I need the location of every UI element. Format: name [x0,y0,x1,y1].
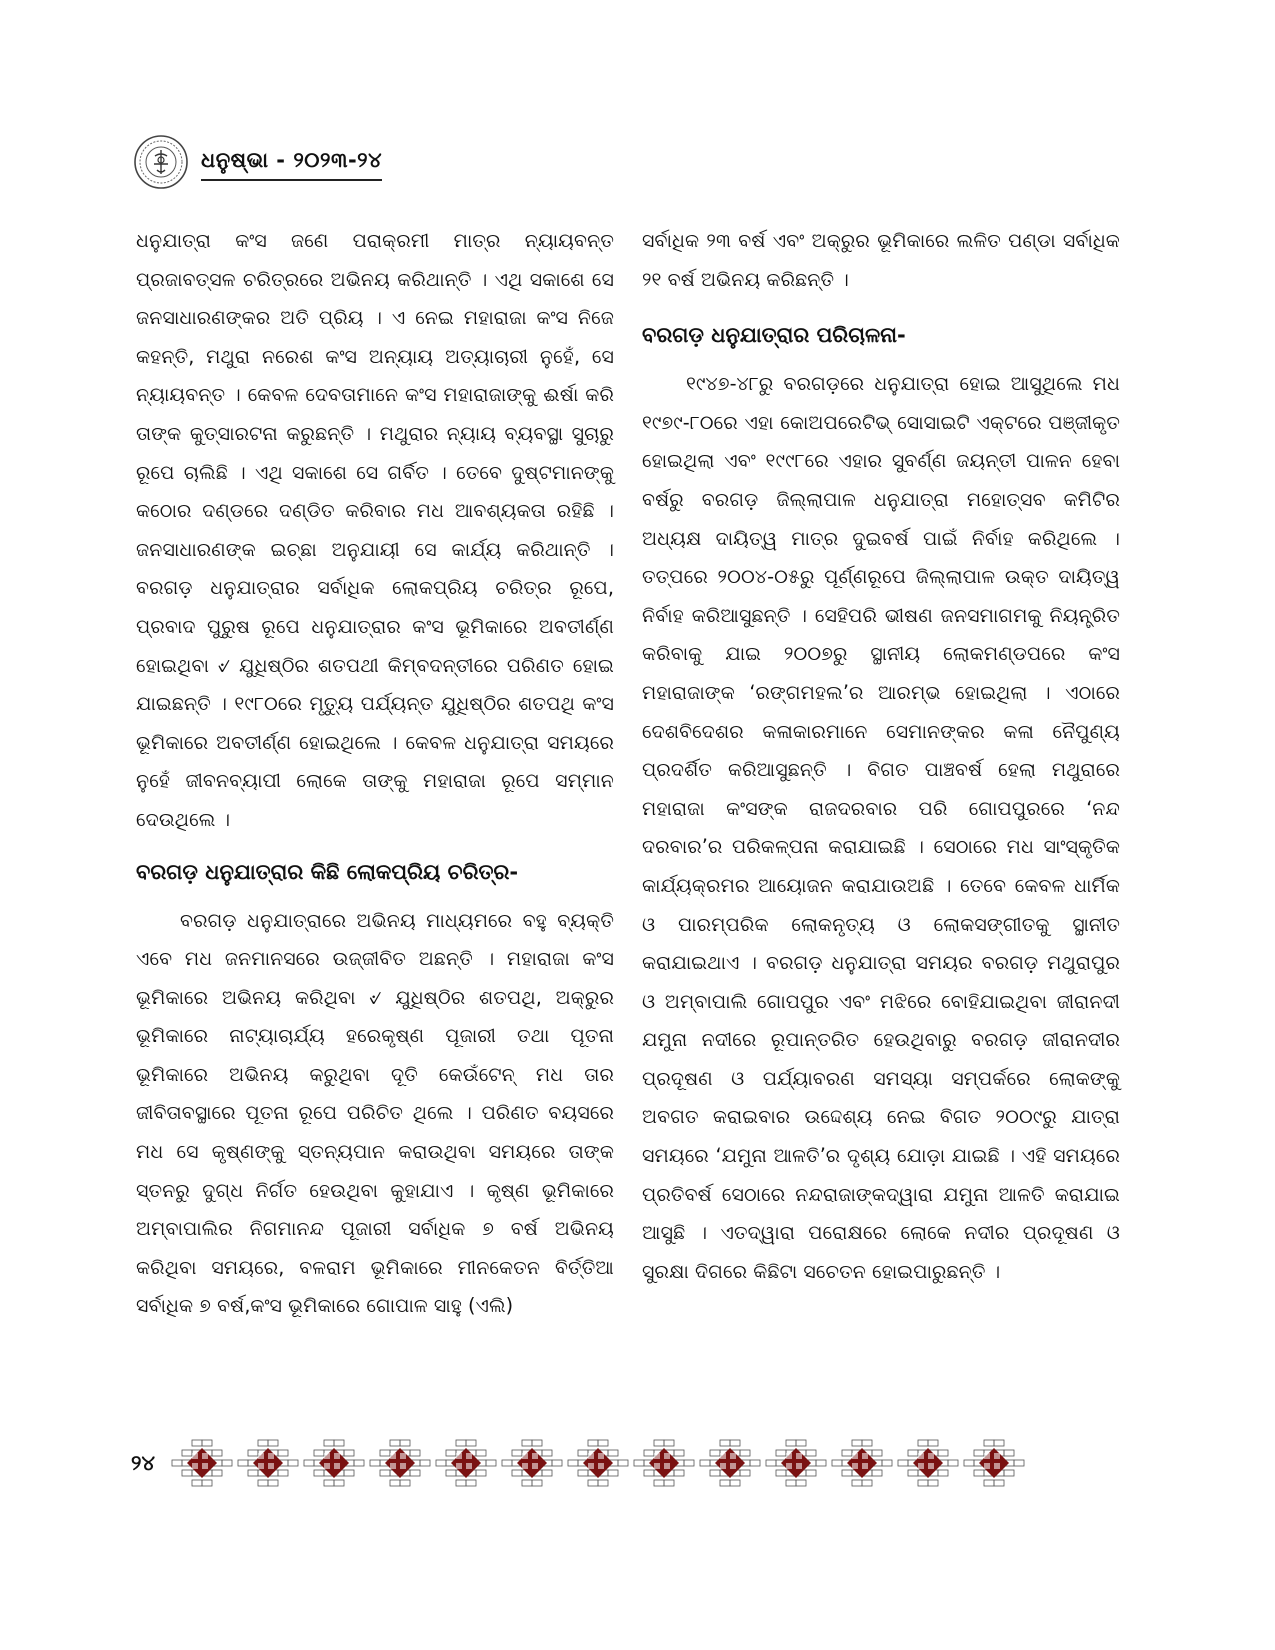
left-paragraph-1: ଧନୁଯାତ୍ରା କଂସ ଜଣେ ପରାକ୍ରମୀ ମାତ୍ର ନ୍ୟାୟବନ୍ତ ପ୍ରଜାବତ୍ସଳ ଚରିତ୍ରରେ ଅଭିନୟ କରିଥାନ୍ତି । ଏଥି ସକାଶେ ସେ ଜନସାଧାରଣଙ୍କର ଅତି ପ୍ରିୟ । ଏ ନେଇ ମହାରାଜା କଂସ ନିଜେ କହନ୍ତି, ମଥୁରା ନରେଶ କଂସ ଅନ୍ୟାୟ ଅତ୍ୟାଚାରୀ ନୁହେଁ, ସେ ନ୍ୟାୟବନ୍ତ । କେବଳ ଦେବତାମାନେ କଂସ ମହାରାଜାଙ୍କୁ ଈର୍ଷା କରି ତାଙ୍କ କୁତ୍ସାରଟନା କରୁଛନ୍ତି । ମଥୁରାର ନ୍ୟାୟ ବ୍ୟବସ୍ଥା ସୁଚାରୁ ରୂପେ ଚାଲିଛି । ଏଥି ସକାଶେ ସେ ଗର୍ବିତ । ତେବେ ଦୁଷ୍ଟମାନଙ୍କୁ କଠୋର ଦଣ୍ଡରେ ଦଣ୍ଡିତ କରିବାର ମଧ ଆବଶ୍ୟକତା ରହିଛି । ଜନସାଧାରଣଙ୍କ ଇଚ୍ଛା ଅନୁଯାୟୀ ସେ କାର୍ଯ୍ୟ କରିଥାନ୍ତି । ବରଗଡ଼ ଧନୁଯାତ୍ରାର ସର୍ବାଧିକ ଲୋକପ୍ରିୟ ଚରିତ୍ର ରୂପେ, ପ୍ରବାଦ ପୁରୁଷ ରୂପେ ଧନୁଯାତ୍ରାର କଂସ ଭୂମିକାରେ ଅବତୀର୍ଣ୍ଣ ହୋଇଥିବା ୰ ଯୁଧିଷ୍ଠିର ଶତପଥୀ କିମ୍ବଦନ୍ତୀରେ ପରିଣତ ହୋଇ ଯାଇଛନ୍ତି । ୧୯୮୦ରେ ମୃତ୍ୟୁ ପର୍ଯ୍ୟନ୍ତ ଯୁଧିଷ୍ଠିର ଶତପଥି କଂସ ଭୂମିକାରେ ଅବତୀର୍ଣ୍ଣ ହୋଇଥିଲେ । କେବଳ ଧନୁଯାତ୍ରା ସମୟରେ ନୁହେଁ ଜୀବନବ୍ୟାପୀ ଲୋକେ ତାଙ୍କୁ ମହାରାଜା ରୂପେ ସମ୍ମାନ ଦେଉଥିଲେ । [136,229,614,831]
cross-ornament-icon [763,1438,829,1488]
right-paragraph-1: ସର୍ବାଧିକ ୨୩ ବର୍ଷ ଏବଂ ଅକ୍ରୁର ଭୂମିକାରେ ଲଳିତ ପଣ୍ଡା ସର୍ବାଧିକ ୨୧ ବର୍ଷ ଅଭିନୟ କରିଛନ୍ତି । [642,229,1120,291]
section-heading-popular-characters: ବରଗଡ଼ ଧନୁଯାତ୍ରାର କିଛି ଲୋକପ୍ରିୟ ଚରିତ୍ର- [136,859,519,884]
page-number: ୨୪ [131,1450,155,1475]
cross-ornament-icon [301,1438,367,1488]
cross-ornament-icon [565,1438,631,1488]
page-footer [131,1438,1027,1488]
cross-ornament-icon [829,1438,895,1488]
cross-ornament-icon [367,1438,433,1488]
cross-ornament-icon [499,1438,565,1488]
left-paragraph-2: ବରଗଡ଼ ଧନୁଯାତ୍ରାରେ ଅଭିନୟ ମାଧ୍ୟମରେ ବହୁ ବ୍ୟକ୍ତି ଏବେ ମଧ ଜନମାନସରେ ଉଜ୍ଜୀବିତ ଅଛନ୍ତି । ମହାରାଜା କଂସ ଭୂମିକାରେ ଅଭିନୟ କରିଥିବା ୰ ଯୁଧିଷ୍ଠିର ଶତପଥି, ଅକ୍ରୁର ଭୂମିକାରେ ନାଟ୍ୟାଚାର୍ଯ୍ୟ ହରେକୃଷ୍ଣ ପୂଜାରୀ ତଥା ପୂତନା ଭୂମିକାରେ ଅଭିନୟ କରୁଥିବା ଦୂତି କେଉଁଟେନ୍ ମଧ ତାର ଜୀବିତାବସ୍ଥାରେ ପୂତନା ରୂପେ ପରିଚିତ ଥିଲେ । ପରିଣତ ବୟସରେ ମଧ ସେ କୃଷ୍ଣଙ୍କୁ ସ୍ତନ୍ୟପାନ କରାଉଥିବା ସମୟରେ ତାଙ୍କ ସ୍ତନରୁ ଦୁଗ୍ଧ ନିର୍ଗତ ହେଉଥିବା କୁହାଯାଏ । କୃଷ୍ଣ ଭୂମିକାରେ ଅମ୍ବାପାଲିର ନିଗମାନନ୍ଦ ପୂଜାରୀ ସର୍ବାଧିକ ୭ ବର୍ଷ ଅଭିନୟ କରିଥିବା ସମୟରେ, ବଳରାମ ଭୂମିକାରେ ମୀନକେତନ ବିର୍ତ୍ତିଆ ସର୍ବାଧିକ ୭ ବର୍ଷ,କଂସ ଭୂମିକାରେ ଗୋପାଳ ସାହୁ (ଏଲି) [136,908,614,1318]
cross-ornament-icon [631,1438,697,1488]
right-paragraph-2: ୧୯୪୭-୪୮ରୁ ବରଗଡ଼ରେ ଧନୁଯାତ୍ରା ହୋଇ ଆସୁଥିଲେ ମଧ ୧୯୭୯-୮୦ରେ ଏହା କୋଅପରେଟିଭ୍ ସୋସାଇଟି ଏକ୍ଟରେ ପଞ୍ଜୀକୃତ ହୋଇଥିଲା ଏବଂ ୧୯୯୮ରେ ଏହାର ସୁବର୍ଣ୍ଣ ଜୟନ୍ତୀ ପାଳନ ହେବା ବର୍ଷରୁ ବରଗଡ଼ ଜିଲ୍ଲାପାଳ ଧନୁଯାତ୍ରା ମହୋତ୍ସବ କମିଟିର ଅଧ୍ୟକ୍ଷ ଦାୟିତ୍ୱ ମାତ୍ର ଦୁଇବର୍ଷ ପାଇଁ ନିର୍ବାହ କରିଥିଲେ । ତତ୍ପରେ ୨୦୦୪-୦୫ରୁ ପୂର୍ଣ୍ଣରୂପେ ଜିଲ୍ଲାପାଳ ଉକ୍ତ ଦାୟିତ୍ୱ ନିର୍ବାହ କରିଆସୁଛନ୍ତି । ସେହିପରି ଭୀଷଣ ଜନସମାଗମକୁ ନିୟନ୍ତ୍ରିତ କରିବାକୁ ଯାଇ ୨୦୦୭ରୁ ସ୍ଥାନୀୟ ଲୋକମଣ୍ଡପରେ କଂସ ମହାରାଜାଙ୍କ ‘ରଙ୍ଗମହଲ’ର ଆରମ୍ଭ ହୋଇଥିଲା । ଏଠାରେ ଦେଶବିଦେଶର କଳାକାରମାନେ ସେମାନଙ୍କର କଳା ନୈପୁଣ୍ୟ ପ୍ରଦର୍ଶିତ କରିଆସୁଛନ୍ତି । ବିଗତ ପାଞ୍ଚବର୍ଷ ହେଲା ମଥୁରାରେ ମହାରାଜା କଂସଙ୍କ ରାଜଦରବାର ପରି ଗୋପପୁରରେ ‘ନନ୍ଦ ଦରବାର’ର ପରିକଳ୍ପନା କରାଯାଇଛି । ସେଠାରେ ମଧ ସାଂସ୍କୃତିକ କାର୍ଯ୍ୟକ୍ରମର ଆୟୋଜନ କରାଯାଉଅଛି । ତେବେ କେବଳ ଧାର୍ମିକ ଓ ପାରମ୍ପରିକ ଲୋକନୃତ୍ୟ ଓ ଲୋକସଙ୍ଗୀତକୁ ସ୍ଥାନୀତ କରାଯାଇଥାଏ । ବରଗଡ଼ ଧନୁଯାତ୍ରା ସମୟର ବରଗଡ଼ ମଥୁରାପୁର ଓ ଅମ୍ବାପାଲି ଗୋପପୁର ଏବଂ ମଝିରେ ବୋହିଯାଇଥିବା ଜୀରାନଦୀ ଯମୁନା ନଦୀରେ ରୂପାନ୍ତରିତ ହେଉଥିବାରୁ ବରଗଡ଼ ଜୀରାନଦୀର ପ୍ରଦୂଷଣ ଓ ପର୍ଯ୍ୟାବରଣ ସମସ୍ୟା ସମ୍ପର୍କରେ ଲୋକଙ୍କୁ ଅବଗତ କରାଇବାର ଉଦ୍ଦେଶ୍ୟ ନେଇ ବିଗତ ୨୦୦୯ରୁ ଯାତ୍ରା ସମୟରେ ‘ଯମୁନା ଆଳତି’ର ଦୃଶ୍ୟ ଯୋଡ଼ା ଯାଇଛି । ଏହି ସମୟରେ ପ୍ରତିବର୍ଷ ସେଠାରେ ନନ୍ଦରାଜାଙ୍କଦ୍ୱାରା ଯମୁନା ଆଳତି କରାଯାଇ ଆସୁଛି । ଏତଦ୍ୱାରା ପରୋକ୍ଷରେ ଲୋକେ ନଦୀର ପ୍ରଦୂଷଣ ଓ ସୁରକ୍ଷା ଦିଗରେ କିଛିଟା ସଚେତନ ହୋଇପାରୁଛନ୍ତି । [642,372,1120,1283]
cross-ornament-icon [235,1438,301,1488]
seal-icon [133,134,189,190]
cross-ornament-icon [169,1438,235,1488]
cross-ornament-icon [697,1438,763,1488]
journal-title: ଧନୁଷ୍ଭା - ୨୦୨୩-୨୪ [201,148,382,181]
page-header [133,132,382,192]
cross-ornament-icon [433,1438,499,1488]
ornament-strip [169,1438,1027,1488]
left-column [136,222,614,1326]
cross-ornament-icon [895,1438,961,1488]
section-heading-management: ବରଗଡ଼ ଧନୁଯାତ୍ରାର ପରିଚାଳନା- [642,323,906,348]
right-column [642,222,1120,1291]
cross-ornament-icon [961,1438,1027,1488]
